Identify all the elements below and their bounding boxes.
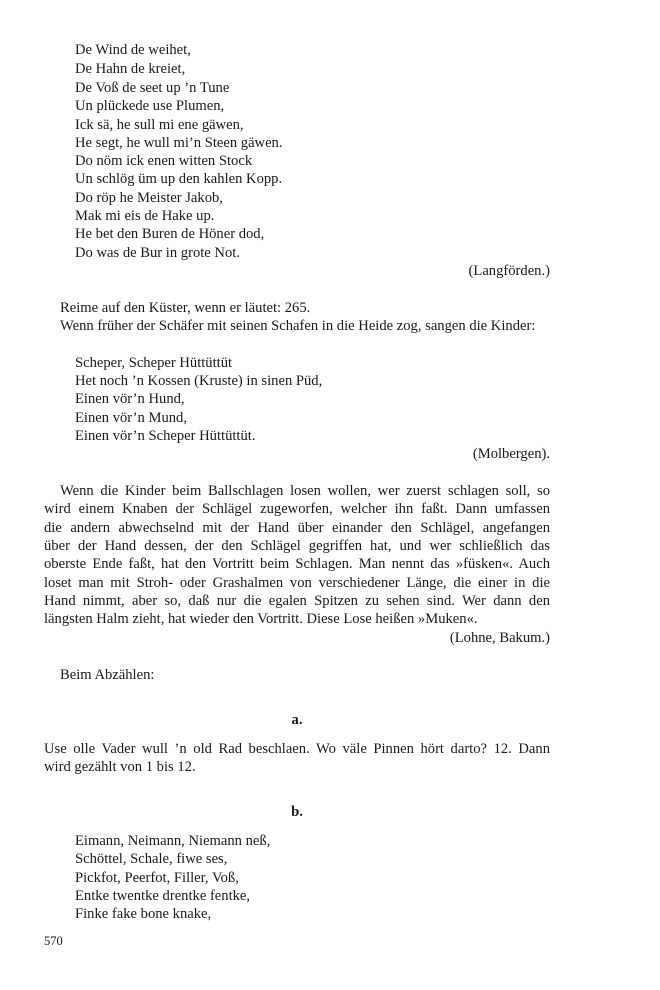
poem1-line: Do nöm ick enen witten Stock [75, 153, 253, 169]
section-a-heading: a. [291, 712, 303, 728]
ball-paragraph-line: die andern abwechselnd mit der Hand über einander den Schlägel, angefangen [44, 520, 550, 536]
page-number: 570 [44, 934, 63, 948]
ball-paragraph-line: über der Hand dessen, der den Schlägel gegriffen hat, und wer schließlich das [44, 538, 550, 554]
schaefer-line: Wenn früher der Schäfer mit seinen Schafen in die Heide zog, sangen die Kinder: [60, 318, 536, 334]
section-b-line: Entke twentke drentke fentke, [75, 888, 251, 904]
poem2-line: Einen vör’n Hund, [75, 391, 185, 407]
reime-line: Reime auf den Küster, wenn er läutet: 265. [60, 300, 311, 316]
ball-paragraph-line: loset man mit Stroh- oder Grashalmen von verschiedener Länge, die einer in die [44, 575, 550, 591]
section-a-line: wird gezählt von 1 bis 12. [44, 759, 196, 775]
poem1-line: Un schlög üm up den kahlen Kopp. [75, 171, 283, 187]
ball-paragraph-source: (Lohne, Bakum.) [449, 630, 550, 646]
poem2-source: (Molbergen). [472, 446, 550, 462]
section-b-line: Eimann, Neimann, Niemann neß, [75, 833, 271, 849]
poem1-line: De Wind de weihet, [75, 42, 191, 58]
poem1-source: (Langförden.) [468, 263, 550, 279]
poem1-line: Un plückede use Plumen, [75, 98, 225, 114]
ball-paragraph-line: oberste Ende faßt, hat den Vortritt beim Schlagen. Man nennt das »füsken«. Auch [44, 556, 550, 572]
poem1-line: Do was de Bur in grote Not. [75, 245, 240, 261]
poem2-line: Einen vör’n Scheper Hüttüttüt. [75, 428, 256, 444]
poem1-line: He bet den Buren de Höner dod, [75, 226, 265, 242]
ball-paragraph-line: Wenn die Kinder beim Ballschlagen losen wollen, wer zuerst schlagen soll, so [60, 483, 550, 499]
ball-paragraph-line: Hand nimmt, aber so, daß nur die egalen Spitzen zu sehen sind. Wer dann den [44, 593, 550, 609]
section-b-line: Pickfot, Peerfot, Filler, Voß, [75, 870, 239, 886]
poem1-line: De Hahn de kreiet, [75, 61, 186, 77]
section-b-line: Finke fake bone knake, [75, 906, 212, 922]
section-b-line: Schöttel, Schale, fiwe ses, [75, 851, 228, 867]
section-b-heading: b. [291, 804, 303, 820]
poem1-line: Ick sä, he sull mi ene gäwen, [75, 117, 244, 133]
poem2-line: Einen vör’n Mund, [75, 410, 188, 426]
ball-paragraph-line: wird einem Knaben der Schlägel zugeworfen, welcher ihn faßt. Dann umfassen [44, 501, 550, 517]
section-a-line: Use olle Vader wull ’n old Rad beschlaen. Wo väle Pinnen hört darto? 12. Dann [44, 741, 550, 757]
ball-paragraph-line: längsten Halm zieht, hat wieder den Vortritt. Diese Lose heißen »Muken«. [44, 611, 478, 627]
poem1-line: Mak mi eis de Hake up. [75, 208, 215, 224]
poem2-line: Het noch ’n Kossen (Kruste) in sinen Püd, [75, 373, 323, 389]
poem1-line: De Voß de seet up ’n Tune [75, 80, 230, 96]
poem2-line: Scheper, Scheper Hüttüttüt [75, 355, 233, 371]
abzaehlen-line: Beim Abzählen: [60, 667, 155, 683]
poem1-line: Do röp he Meister Jakob, [75, 190, 223, 206]
poem1-line: He segt, he wull mi’n Steen gäwen. [75, 135, 283, 151]
